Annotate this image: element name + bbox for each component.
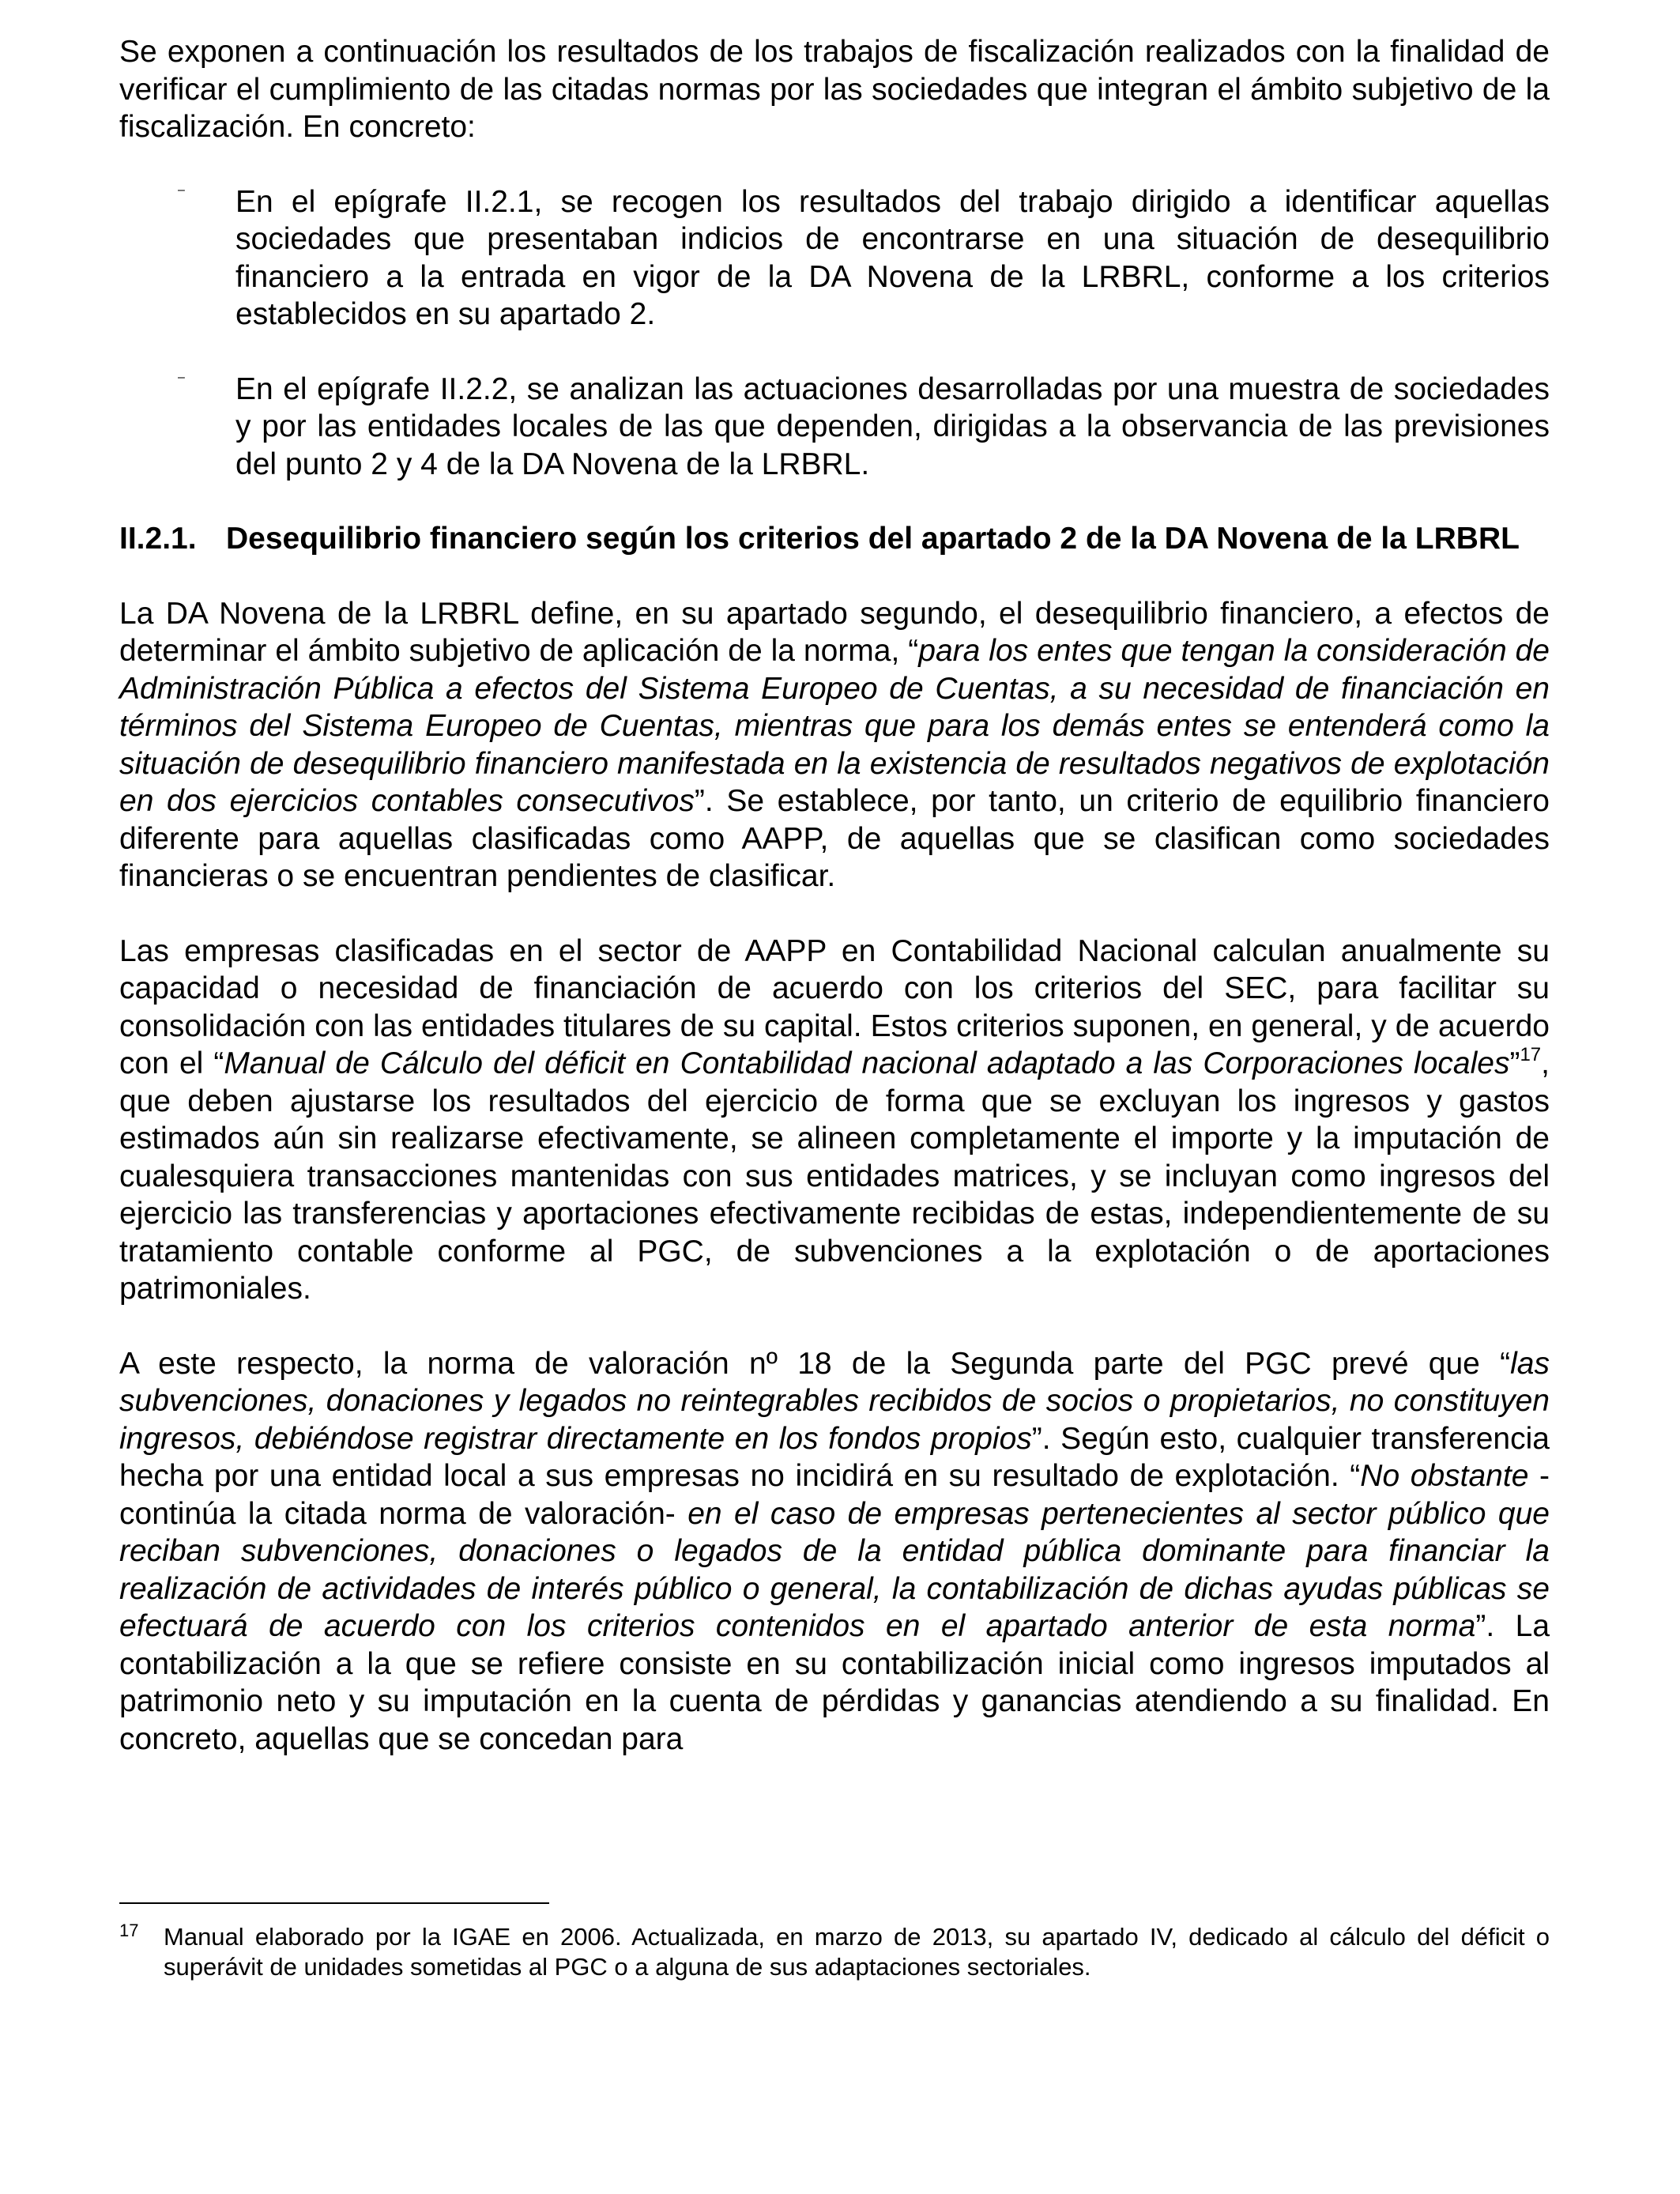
quoted-text: para los entes que tengan la consideración de Administración Pública a efectos del Sistema Europeo de Cuentas, a su necesidad de financiación en términos del Sistema Europeo de Cuentas, mientras que para los demás entes se entenderá como la situación de desequilibrio financiero manifestada en la existencia de resultados negativos de explotación en dos ejercicios contables consecutivos — [119, 634, 1550, 818]
footnote-divider — [119, 1902, 549, 1904]
paragraph-norma-valoracion — [119, 1345, 1550, 1759]
text-span: , que deben ajustarse los resultados del ejercicio de forma que se excluyan los ingresos y gastos estimados aún sin realizarse efectivamente, se alineen completamente el importe y la imputación de cualesquiera transacciones mantenidas con sus entidades matrices, y se incluyan como ingresos del ejercicio las transferencias y aportaciones efectivamente recibidas de estas, independientemente de su tratamiento contable conforme al PGC, de subvenciones a la explotación o de aportaciones patrimoniales. — [119, 1046, 1550, 1306]
intro-paragraph: Se exponen a continuación los resultados de los trabajos de fiscalización realizados con la finalidad de verificar el cumplimiento de las citadas normas por las sociedades que integran el ámbito subjetivo de la fiscalización. En concreto: — [119, 35, 1550, 144]
text-span: -continúa la citada norma de valoración- — [119, 1459, 1550, 1531]
document-page — [119, 33, 1550, 1795]
bullet-item — [119, 183, 1550, 334]
bullet-item — [119, 371, 1550, 484]
footnote-number: 17 — [119, 1921, 139, 1940]
text-span: La DA Novena de la LRBRL define, en su apartado segundo, el desequilibrio financiero, a efectos de determinar el ámbito subjetivo de aplicación de la norma, “ — [119, 596, 1550, 668]
text-span: ”. La contabilización a la que se refiere consiste en su contabilización inicial como ingresos imputados al patrimonio neto y su imputación en la cuenta de pérdidas y ganancias atendiendo a su finalidad. En concreto, aquellas que se concedan para — [119, 1609, 1550, 1756]
section-heading — [119, 520, 1550, 558]
section-number: II.2.1. — [119, 522, 197, 556]
paragraph-desequilibrio-definicion — [119, 595, 1550, 895]
quoted-text: No obstante — [1360, 1459, 1529, 1493]
quoted-text: Manual de Cálculo del déficit en Contabilidad nacional adaptado a las Corporaciones locales — [224, 1046, 1510, 1080]
text-span: A este respecto, la norma de valoración nº 18 de la Segunda parte del PGC prevé que “ — [119, 1346, 1511, 1381]
footnote-text: Manual elaborado por la IGAE en 2006. Actualizada, en marzo de 2013, su apartado IV, dedicado al cálculo del déficit o superávit de unidades sometidas al PGC o a alguna de sus adaptaciones sectoriales. — [164, 1923, 1550, 1981]
footnote — [119, 1922, 1550, 1982]
bullet-text: En el epígrafe II.2.1, se recogen los resultados del trabajo dirigido a identificar aquellas sociedades que presentaban indicios de encontrarse en una situación de desequilibrio financiero a la entrada en vigor de la DA Novena de la LRBRL, conforme a los criterios establecidos en su apartado 2. — [235, 184, 1550, 331]
dash-bullet-icon: – — [178, 183, 185, 197]
footnote-reference[interactable]: 17 — [1520, 1044, 1542, 1065]
paragraph-empresas-aapp — [119, 933, 1550, 1308]
section-title: Desequilibrio financiero según los criterios del apartado 2 de la DA Novena de la LRBRL — [226, 522, 1520, 556]
text-span: Las empresas clasificadas en el sector de AAPP en Contabilidad Nacional calculan anualmente su capacidad o necesidad de financiación de acuerdo con los criterios del SEC, para facilitar su consolidación con las entidades titulares de su capital. Estos criterios suponen, en general, y de acuerdo con el “ — [119, 933, 1550, 1080]
dash-bullet-icon: – — [178, 370, 185, 384]
text-span: ”. Según esto, cualquier transferencia hecha por una entidad local a sus empresas no incidirá en su resultado de explotación. “ — [119, 1421, 1550, 1493]
quoted-text: las subvenciones, donaciones y legados no reintegrables recibidos de socios o propietarios, no constituyen ingresos, debiéndose registrar directamente en los fondos propios — [119, 1346, 1550, 1456]
text-span: ” — [1509, 1046, 1520, 1080]
quoted-text: en el caso de empresas pertenecientes al sector público que reciban subvenciones, donaciones o legados de la entidad pública dominante para financiar la realización de actividades de interés público o general, la contabilización de dichas ayudas públicas se efectuará de acuerdo con los criterios contenidos en el apartado anterior de esta norma — [119, 1496, 1550, 1643]
bullet-text: En el epígrafe II.2.2, se analizan las actuaciones desarrolladas por una muestra de sociedades y por las entidades locales de las que dependen, dirigidas a la observancia de las previsiones del punto 2 y 4 de la DA Novena de la LRBRL. — [235, 371, 1550, 481]
text-span: ”. Se establece, por tanto, un criterio de equilibrio financiero diferente para aquellas clasificadas como AAPP, de aquellas que se clasifican como sociedades financieras o se encuentran pendientes de clasificar. — [119, 784, 1550, 893]
